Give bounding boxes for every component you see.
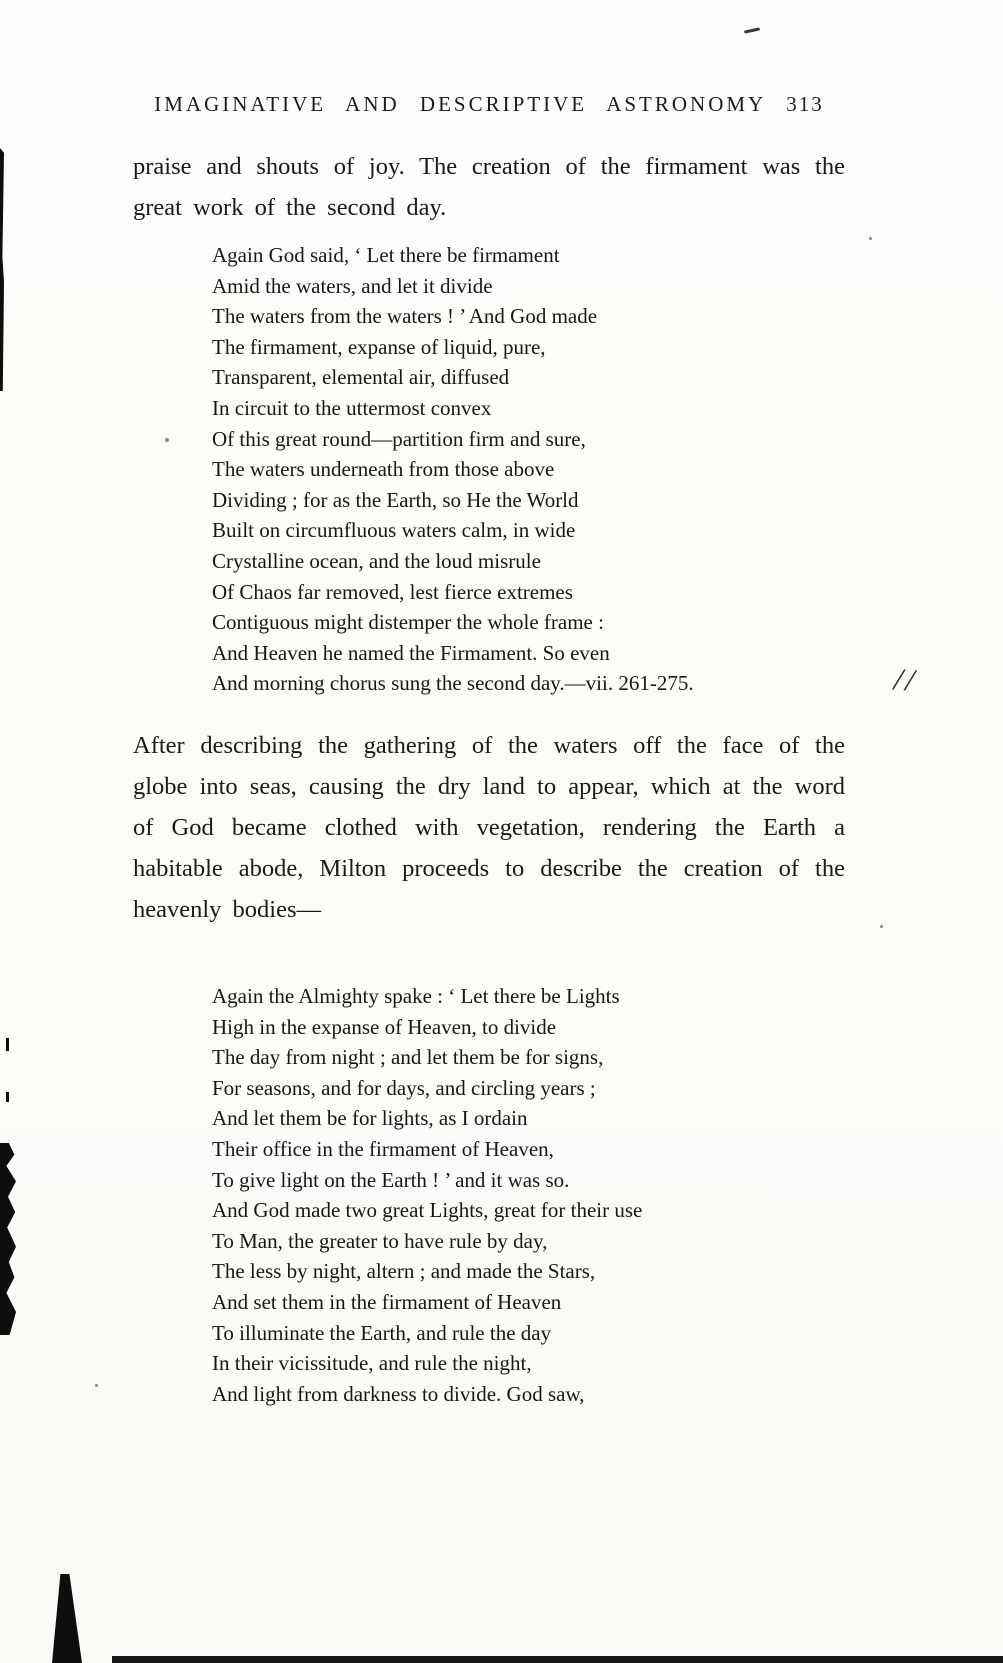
verse-line: Of this great round—partition firm and sure, [212,426,586,451]
scan-artifact-left-blotch [0,1143,16,1335]
verse-line: Built on circumfluous waters calm, in wide [212,518,576,543]
verse-line: Of Chaos far removed, lest fierce extremes [212,579,573,604]
verse-line: The waters underneath from those above [212,457,555,482]
scan-artifact-left-tick [6,1092,9,1102]
scan-artifact-left-tick [6,1038,9,1051]
verse-line: In their vicissitude, and rule the night, [212,1351,532,1376]
verse-line: In circuit to the uttermost convex [212,395,492,420]
handwritten-margin-mark: // [892,661,919,698]
paragraph-heavenly-bodies: After describing the gathering of the waters off the face of the globe into seas, causing the dry land to appear, which at the word of God became clothed with vegetation, rendering the Earth a habitable abode, Milton proceeds to describe the creation of the heavenly bodies— [133,732,845,923]
verse-line: To Man, the greater to have rule by day, [212,1228,548,1253]
scan-speck [95,1384,98,1387]
scan-artifact-top-right-tick [744,27,760,33]
verse-line: For seasons, and for days, and circling years ; [212,1075,596,1100]
verse-line: Contiguous might distemper the whole frame : [212,610,604,635]
running-head [133,92,845,117]
scan-artifact-left-edge-bar [0,148,4,391]
verse-line: Again God said, ‘ Let there be firmament [212,243,560,267]
scan-artifact-bottom-left-wedge [52,1574,82,1663]
scan-artifact-bottom-edge-line [112,1656,1003,1663]
verse-line: Again the Almighty spake : ‘ Let there be Lights [212,984,620,1008]
verse-line: Dividing ; for as the Earth, so He the World [212,487,579,512]
page-number: 313 [786,92,824,116]
verse-line: The day from night ; and let them be for signs, [212,1045,604,1070]
verse-line: And let them be for lights, as I ordain [212,1106,528,1131]
verse-line: Their office in the firmament of Heaven, [212,1136,554,1161]
verse-line: Transparent, elemental air, diffused [212,365,510,390]
verse-line: And Heaven he named the Firmament. So even [212,640,610,665]
verse-line: To illuminate the Earth, and rule the day [212,1320,552,1345]
verse-quote-creation-lights [212,981,852,1409]
verse-line: The firmament, expanse of liquid, pure, [212,334,546,359]
verse-line: To give light on the Earth ! ’ and it was so. [212,1167,570,1192]
verse-line: And light from darkness to divide. God saw, [212,1381,585,1406]
scan-speck [165,438,169,442]
scan-speck [869,237,872,240]
verse-line: Crystalline ocean, and the loud misrule [212,548,541,573]
verse-line: The waters from the waters ! ’ And God made [212,304,598,329]
verse-line: And God made two great Lights, great for their use [212,1198,643,1223]
paragraph-firmament: praise and shouts of joy. The creation of the firmament was the great work of the second day. [133,153,845,221]
verse-line: Amid the waters, and let it divide [212,273,493,298]
scan-speck [880,925,883,928]
running-head-title: IMAGINATIVE AND DESCRIPTIVE ASTRONOMY [154,92,767,116]
verse-line: And set them in the firmament of Heaven [212,1289,562,1314]
verse-line: The less by night, altern ; and made the Stars, [212,1259,596,1284]
verse-quote-creation-firmament [212,240,852,699]
verse-line: High in the expanse of Heaven, to divide [212,1014,557,1039]
verse-line: And morning chorus sung the second day.—vii. 261-275. [212,671,694,696]
